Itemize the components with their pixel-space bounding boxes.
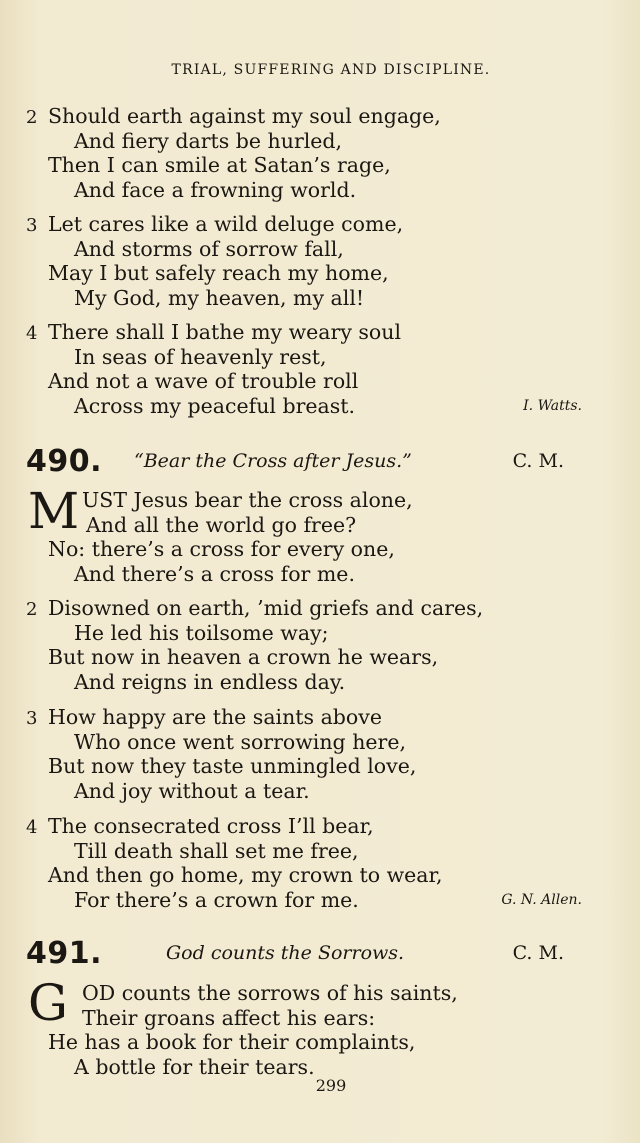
verse-line: How happy are the saints above (48, 705, 382, 729)
verse-line: And not a wave of trouble roll (48, 369, 359, 393)
verse-line: A bottle for their tears. (74, 1054, 315, 1079)
verse-number: 4 (26, 323, 38, 344)
verse-line: Their groans affect his ears: (82, 1005, 376, 1030)
verse-number: 2 (26, 599, 38, 620)
verse-line: And face a frowning world. (74, 177, 357, 202)
hymn-meter: C. M. (512, 450, 564, 472)
hymn-491-heading (26, 936, 566, 970)
verse-line: And all the world go free? (86, 512, 357, 537)
verse-line: May I but safely reach my home, (48, 261, 389, 285)
verse-line: But now they taste unmingled love, (48, 754, 417, 778)
verse-2 (26, 104, 586, 202)
verse-line: My God, my heaven, my all! (74, 285, 365, 310)
hymn-meter: C. M. (512, 942, 564, 964)
hymn-490-verse-3 (26, 705, 586, 803)
verse-line: And reigns in endless day. (74, 669, 346, 694)
verse-line: He has a book for their complaints, (48, 1030, 416, 1054)
verse-line: And then go home, my crown to wear, (48, 863, 443, 887)
verse-number: 3 (26, 708, 38, 729)
verse-line: For there’s a crown for me. G. N. Allen. (74, 887, 582, 912)
verse-line: Let cares like a wild deluge come, (48, 212, 404, 236)
verse-line: But now in heaven a crown he wears, (48, 645, 439, 669)
verse-line: Should earth against my soul engage, (48, 104, 441, 128)
hymn-title: God counts the Sorrows. (166, 942, 405, 964)
author-attribution: G. N. Allen. (501, 891, 582, 908)
author-attribution: I. Watts. (523, 397, 582, 414)
verse-line: In seas of heavenly rest, (74, 344, 327, 369)
verse-number: 4 (26, 817, 38, 838)
verse-line: The consecrated cross I’ll bear, (48, 814, 374, 838)
verse-number: 3 (26, 215, 38, 236)
hymn-491-verse-1 (26, 981, 586, 1079)
verse-line: Till death shall set me free, (74, 838, 359, 863)
verse-line: He led his toilsome way; (74, 620, 329, 645)
verse-line: No: there’s a cross for every one, (48, 537, 395, 561)
verse-line: UST Jesus bear the cross alone, (82, 488, 413, 512)
verse-line: And storms of sorrow fall, (74, 236, 344, 261)
verse-line: And joy without a tear. (74, 778, 310, 803)
page-number: 299 (315, 1076, 347, 1095)
drop-cap: G (28, 974, 68, 1032)
verse-3 (26, 212, 586, 310)
running-header: TRIAL, SUFFERING AND DISCIPLINE. (171, 62, 491, 78)
hymn-number: 491. (26, 936, 103, 971)
verse-line: Disowned on earth, ’mid griefs and cares, (48, 596, 484, 620)
verse-line: Across my peaceful breast. I. Watts. (74, 393, 582, 418)
verse-number: 2 (26, 107, 38, 128)
verse-line: OD counts the sorrows of his saints, (82, 981, 458, 1005)
verse-line: There shall I bathe my weary soul (48, 320, 402, 344)
verse-line: Who once went sorrowing here, (74, 729, 406, 754)
hymn-490-heading (26, 444, 566, 478)
verse-line: Then I can smile at Satan’s rage, (48, 153, 391, 177)
drop-cap: M (28, 482, 80, 540)
verse-line: And there’s a cross for me. (74, 561, 355, 586)
hymn-490-verse-4 (26, 814, 586, 912)
hymn-490-verse-1 (26, 482, 586, 586)
hymn-number: 490. (26, 444, 103, 479)
verse-line: And fiery darts be hurled, (74, 128, 343, 153)
hymn-490-verse-2 (26, 596, 586, 694)
hymn-title: “Bear the Cross after Jesus.” (134, 450, 412, 472)
verse-4 (26, 320, 586, 418)
